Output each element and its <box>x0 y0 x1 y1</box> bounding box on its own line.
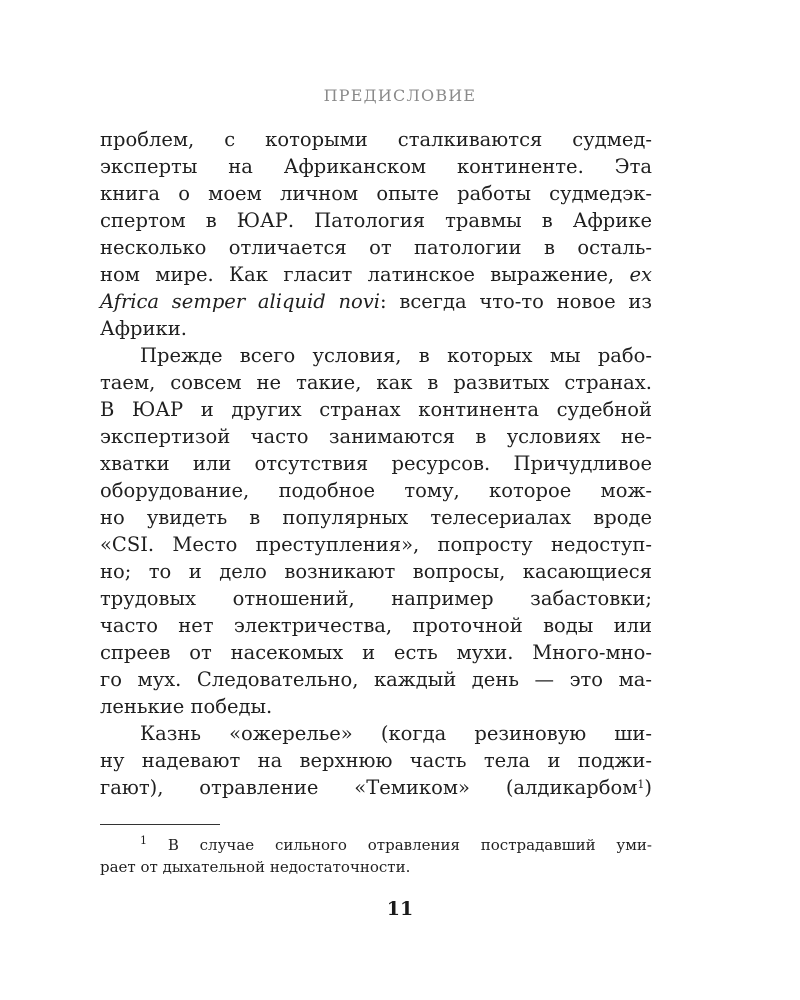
latin-phrase: Africa semper aliquid novi <box>100 290 381 313</box>
text-span: ) <box>644 776 652 799</box>
text-line: го мух. Следовательно, каждый день — это ма- <box>100 668 652 691</box>
text-line: несколько отличается от патологии в осталь- <box>100 236 652 259</box>
text-line: ну надевают на верхнюю часть тела и поджи- <box>100 749 652 772</box>
footnote-line: рает от дыхательной недостаточности. <box>100 858 411 876</box>
text-line: ленькие победы. <box>100 695 273 718</box>
text-line: спертом в ЮАР. Патология травмы в Африке <box>100 209 652 232</box>
text-line: но; то и дело возникают вопросы, касающиеся <box>100 560 652 583</box>
text-line: Африки. <box>100 317 187 340</box>
text-line: часто нет электричества, проточной воды или <box>100 614 652 637</box>
page-number: 11 <box>386 898 414 920</box>
text-span: гают), отравление «Темиком» (алдикарбом <box>100 776 638 799</box>
footnote-marker: 1 <box>140 834 147 847</box>
text-line: экспертизой часто занимаются в условиях не- <box>100 425 652 448</box>
text-line: Прежде всего условия, в которых мы рабо- <box>140 344 652 367</box>
text-line: но увидеть в популярных телесериалах вроде <box>100 506 652 529</box>
footnote <box>100 834 652 878</box>
text-line: Казнь «ожерелье» (когда резиновую ши- <box>140 722 652 745</box>
text-span: : всегда что-то новое из <box>380 290 652 313</box>
text-line: книга о моем личном опыте работы судмедэк- <box>100 182 652 205</box>
text-line <box>100 288 652 315</box>
footnote-text: В случае сильного отравления пострадавший уми- <box>167 836 652 854</box>
footnote-divider <box>100 824 220 825</box>
body-text <box>100 126 652 801</box>
text-line <box>100 261 652 288</box>
text-line: «CSI. Место преступления», попросту недоступ- <box>100 533 652 556</box>
text-line: эксперты на Африканском континенте. Эта <box>100 155 652 178</box>
text-line: спреев от насекомых и есть мухи. Много-мно- <box>100 641 652 664</box>
footnote-reference[interactable]: 1 <box>637 778 645 791</box>
text-line: трудовых отношений, например забастовки; <box>100 587 652 610</box>
text-span: ном мире. Как гласит латинское выражение, <box>100 263 615 286</box>
text-line: таем, совсем не такие, как в развитых странах. <box>100 371 652 394</box>
text-line: В ЮАР и других странах континента судебной <box>100 398 652 421</box>
text-line: оборудование, подобное тому, которое мож- <box>100 479 652 502</box>
footnote-line <box>100 834 652 856</box>
latin-phrase: ex <box>629 263 652 286</box>
running-head: ПРЕДИСЛОВИЕ <box>323 86 477 105</box>
text-line: проблем, с которыми сталкиваются судмед- <box>100 128 652 151</box>
text-line <box>100 774 652 801</box>
text-line: хватки или отсутствия ресурсов. Причудливое <box>100 452 652 475</box>
